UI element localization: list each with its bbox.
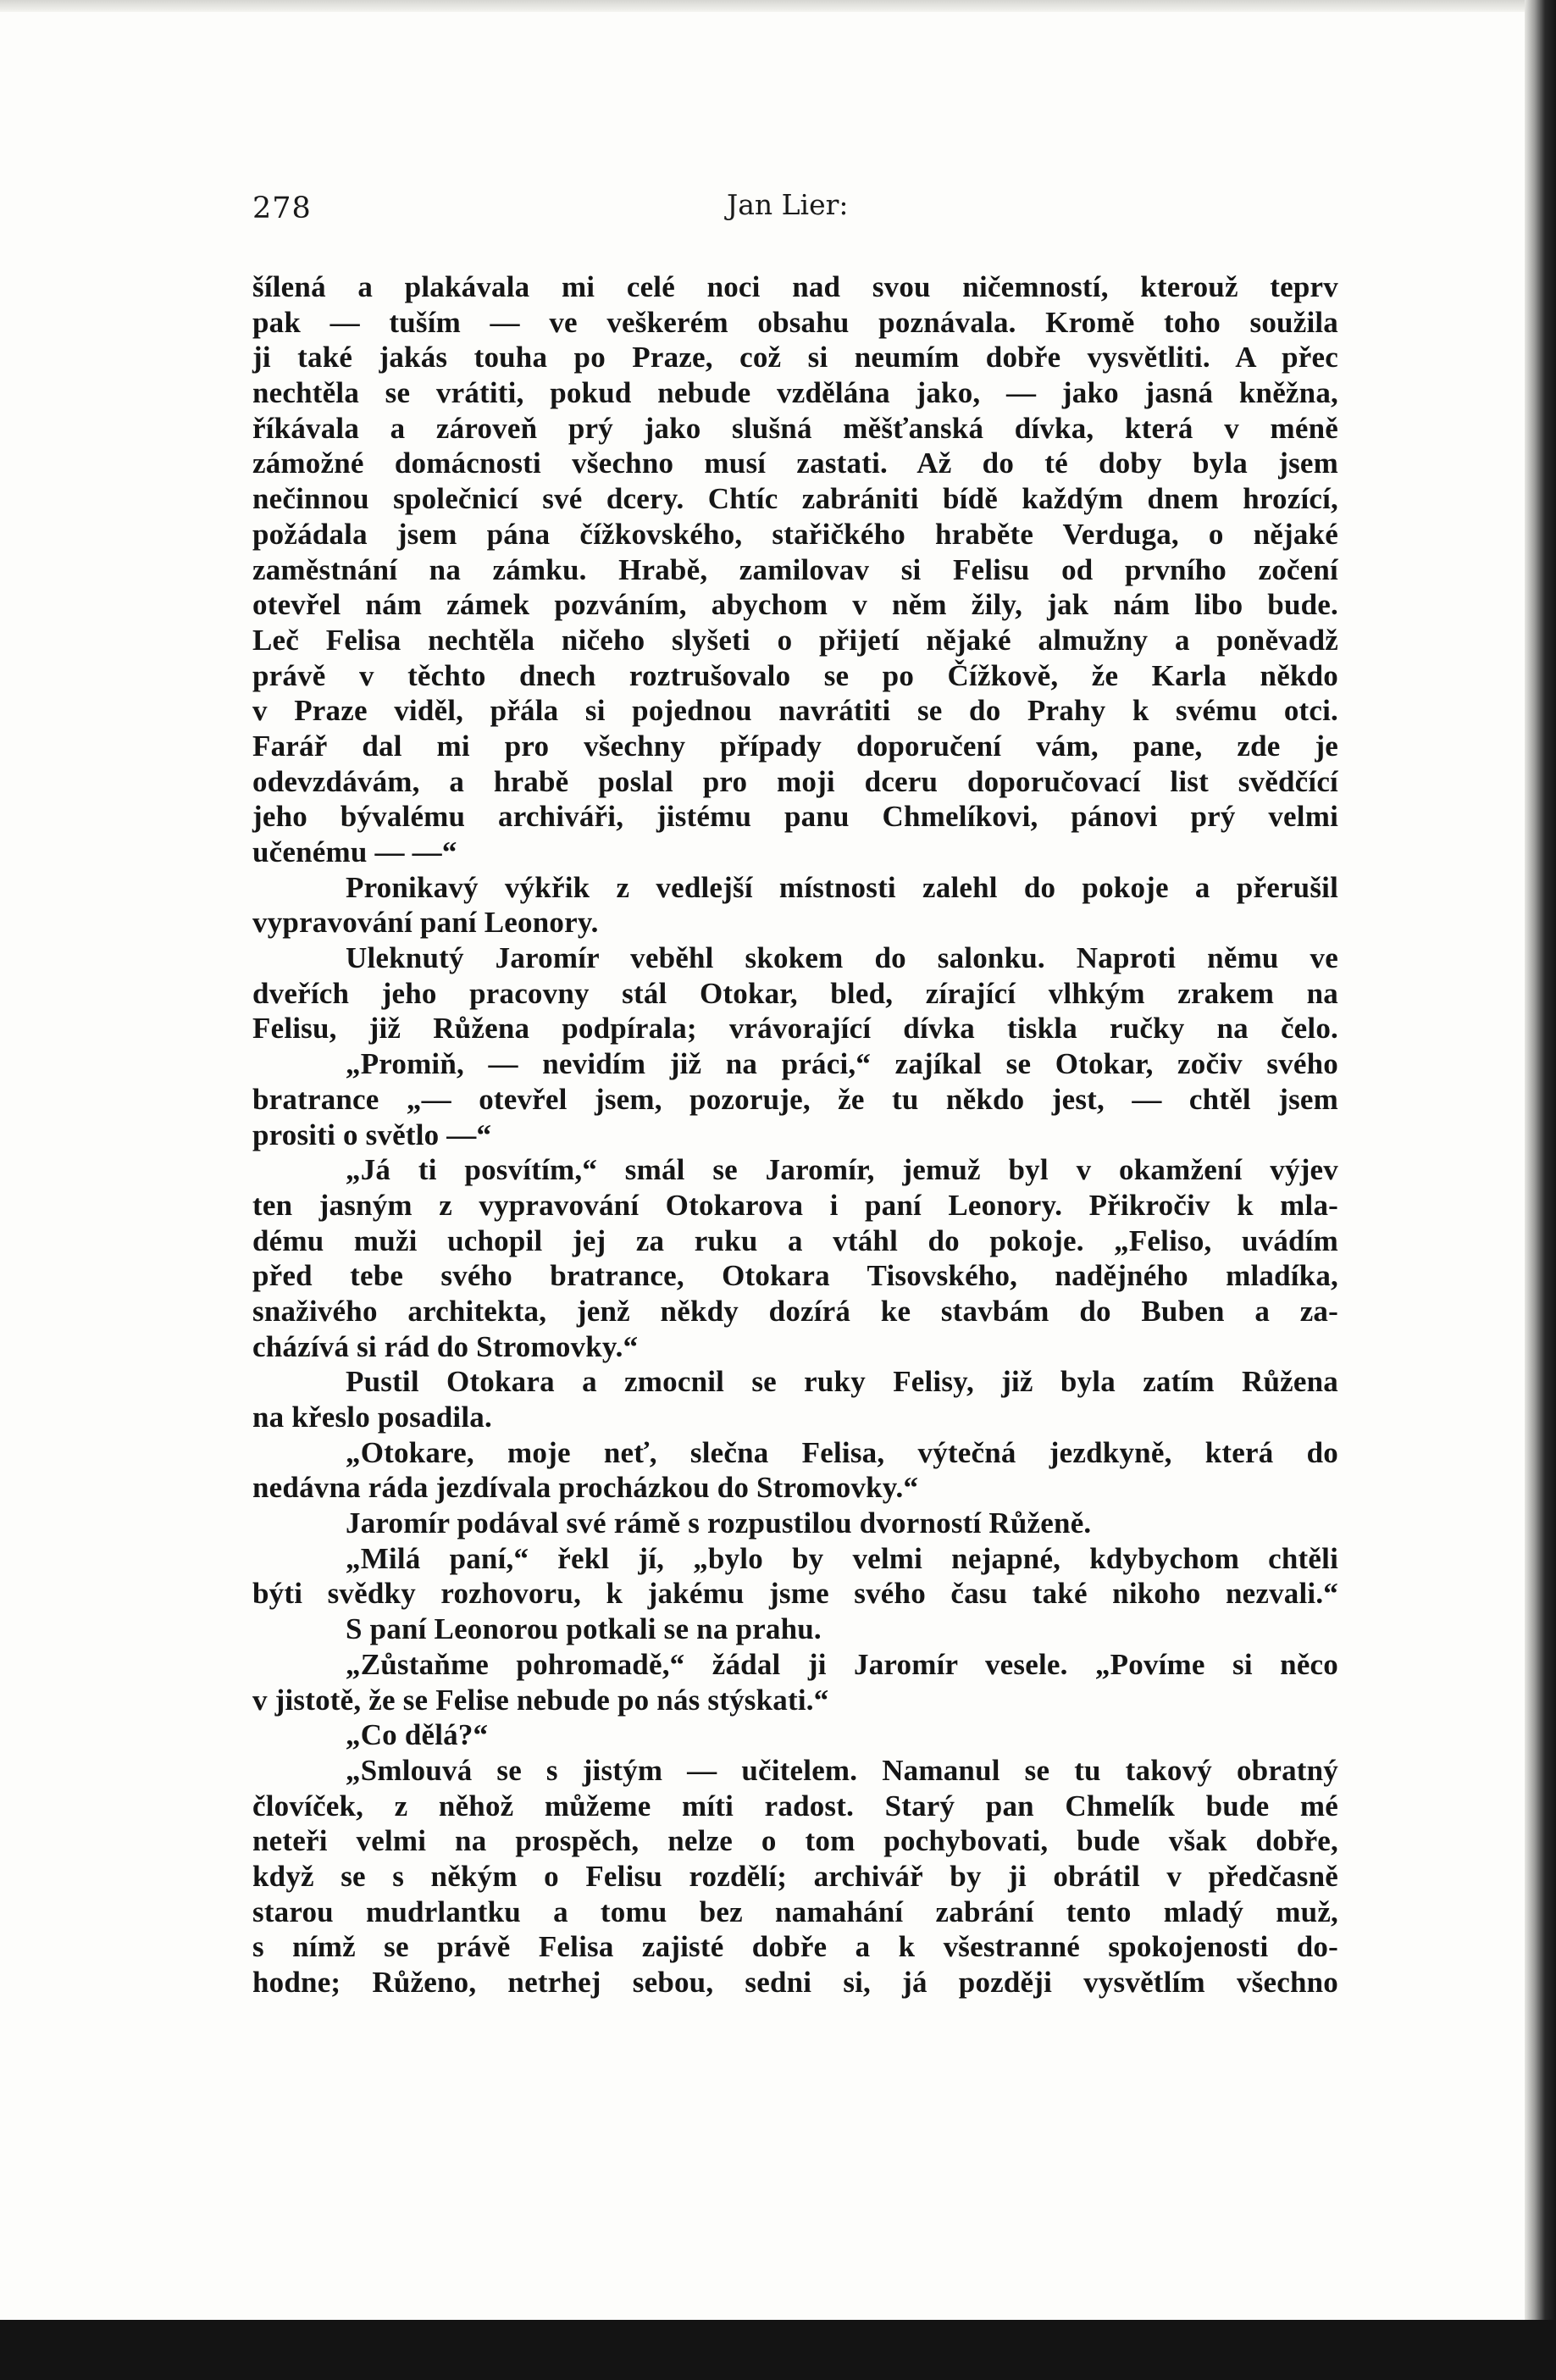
text-line: „Otokare, moje neť, slečna Felisa, výtečná jezdkyně, která do: [346, 1435, 1338, 1469]
text-line: šílená a plakávala mi celé noci nad svou ničemností, kterouž teprv: [252, 270, 1338, 303]
text-line: starou mudrlantku a tomu bez namahání zabrání tento mladý muž,: [252, 1895, 1338, 1928]
text-line: „Milá paní,“ řekl jí, „bylo by velmi nejapné, kdybychom chtěli: [346, 1541, 1338, 1575]
text-line: před tebe svého bratrance, Otokara Tisovského, nadějného mladíka,: [252, 1259, 1338, 1293]
text-line: odevzdávám, a hrabě poslal pro moji dceru doporučovací list svědčící: [252, 764, 1338, 798]
text-line: dveřích jeho pracovny stál Otokar, bled, zírající vlhkým zrakem na: [252, 976, 1338, 1010]
text-line: snaživého architekta, jenž někdy dozírá ke stavbám do Buben a za-: [252, 1294, 1338, 1328]
text-line: Jaromír podával své rámě s rozpustilou dvorností Růženě.: [346, 1506, 1092, 1540]
text-line: když se s někým o Felisu rozdělí; archivář by ji obrátil v předčasně: [252, 1859, 1338, 1893]
text-line: zámožné domácnosti všechno musí zastati. Až do té doby byla jsem: [252, 447, 1338, 480]
text-line: ji také jakás touha po Praze, což si neumím dobře vysvětliti. A přec: [252, 341, 1338, 374]
text-line: otevřel nám zámek pozváním, abychom v něm žily, jak nám libo bude.: [252, 588, 1338, 622]
text-line: pak — tuším — ve veškerém obsahu poznávala. Kromě toho soužila: [252, 305, 1338, 339]
text-line: neteři velmi na prospěch, nelze o tom pochybovati, bude však dobře,: [252, 1824, 1338, 1858]
text-line: „Smlouvá se s jistým — učitelem. Namanul se tu takový obratný: [346, 1753, 1338, 1787]
text-line: ten jasným z vypravování Otokarova i paní Leonory. Přikročiv k mla-: [252, 1188, 1338, 1222]
text-line: „Zůstaňme pohromadě,“ žádal ji Jaromír vesele. „Povíme si něco: [346, 1647, 1338, 1681]
text-line: v Praze viděl, přála si pojednou navrátiti se do Prahy k svému otci.: [252, 694, 1338, 728]
text-line: Uleknutý Jaromír veběhl skokem do salonku. Naproti němu ve: [346, 941, 1338, 975]
scan-edge-bottom: [0, 2320, 1556, 2380]
text-line: Farář dal mi pro všechny případy doporučení vám, pane, zde je: [252, 729, 1338, 763]
text-line: dému muži uchopil jej za ruku a vtáhl do pokoje. „Feliso, uvádím: [252, 1223, 1338, 1257]
text-line: „Co dělá?“: [346, 1718, 489, 1752]
text-line: nechtěla se vrátiti, pokud nebude vzdělána jako, — jako jasná kněžna,: [252, 376, 1338, 410]
text-line: jeho bývalému archiváři, jistému panu Chmelíkovi, pánovi prý velmi: [252, 800, 1338, 834]
text-line: požádala jsem pána čížkovského, stařičkého hraběte Verduga, o nějaké: [252, 517, 1338, 551]
page-number: 278: [252, 191, 312, 225]
text-line: zaměstnání na zámku. Hrabě, zamilovav si Felisu od prvního zočení: [252, 552, 1338, 586]
text-line: učenému — —“: [252, 835, 457, 868]
text-line: „Promiň, — nevidím již na práci,“ zajíkal se Otokar, zočiv svého: [346, 1047, 1338, 1081]
text-line: prositi o světlo —“: [252, 1118, 492, 1151]
text-line: S paní Leonorou potkali se na prahu.: [346, 1612, 822, 1646]
text-line: bratrance „— otevřel jsem, pozoruje, že tu někdo jest, — chtěl jsem: [252, 1082, 1338, 1116]
text-line: v jistotě, že se Felise nebude po nás stýskati.“: [252, 1683, 829, 1717]
text-line: Leč Felisa nechtěla ničeho slyšeti o přijetí nějaké almužny a poněvadž: [252, 623, 1338, 657]
body-text: [252, 269, 1338, 2000]
text-line: s nímž se právě Felisa zajisté dobře a k všestranné spokojenosti do-: [252, 1930, 1338, 1964]
text-line: právě v těchto dnech roztrušovalo se po Čížkově, že Karla někdo: [252, 658, 1338, 692]
text-line: človíček, z něhož můžeme míti radost. Starý pan Chmelík bude mé: [252, 1789, 1338, 1822]
text-line: vypravování paní Leonory.: [252, 906, 599, 940]
text-line: nedávna ráda jezdívala procházkou do Stromovky.“: [252, 1471, 919, 1505]
text-line: „Já ti posvítím,“ smál se Jaromír, jemuž byl v okamžení výjev: [346, 1153, 1338, 1187]
text-line: nečinnou společnicí své dcery. Chtíc zabrániti bídě každým dnem hrozící,: [252, 482, 1338, 516]
text-line: říkávala a zároveň prý jako slušná měšťanská dívka, která v méně: [252, 411, 1338, 445]
text-line: Pronikavý výkřik z vedlejší místnosti zalehl do pokoje a přerušil: [346, 870, 1338, 904]
text-line: cházívá si rád do Stromovky.“: [252, 1329, 639, 1363]
scan-edge-right: [1525, 0, 1556, 2380]
text-line: býti svědky rozhovoru, k jakému jsme svého času také nikoho nezvali.“: [252, 1577, 1338, 1611]
text-line: na křeslo posadila.: [252, 1401, 492, 1434]
running-head: Jan Lier:: [727, 188, 849, 221]
text-line: Felisu, již Růžena podpírala; vrávorající dívka tiskla ručky na čelo.: [252, 1012, 1338, 1046]
text-line: hodne; Růženo, netrhej sebou, sedni si, já později vysvětlím všechno: [252, 1966, 1338, 1999]
scan-edge-top: [0, 0, 1556, 12]
text-line: Pustil Otokara a zmocnil se ruky Felisy, již byla zatím Růžena: [346, 1365, 1338, 1399]
